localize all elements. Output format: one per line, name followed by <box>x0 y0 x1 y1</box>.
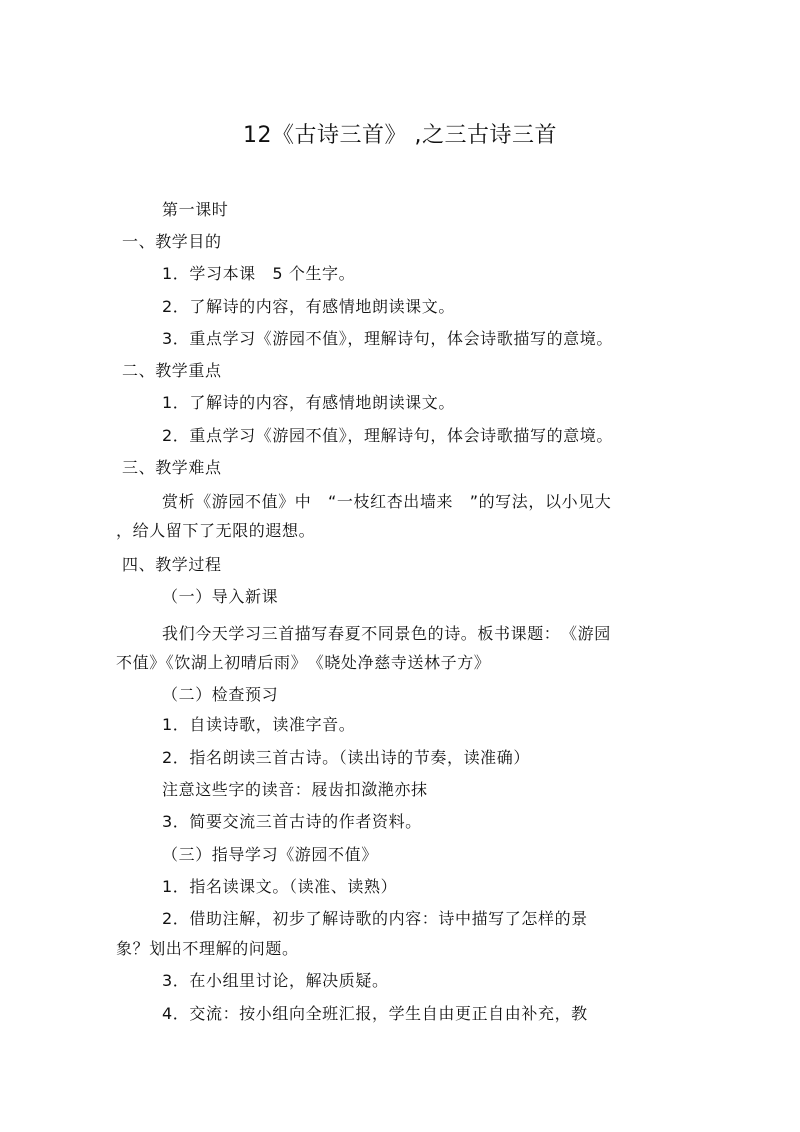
preview-item-1: 1．自读诗歌，读准字音。 <box>162 715 356 734</box>
objective-item-2: 2．了解诗的内容，有感情地朗读课文。 <box>162 297 455 316</box>
section-heading-process: 四、教学过程 <box>122 555 222 574</box>
document-title: 12《古诗三首》 ,之三古诗三首 <box>243 123 557 148</box>
study-item-1: 1．指名读课文。（读准、读熟） <box>162 877 398 896</box>
intro-text-line-1: 我们今天学习三首描写春夏不同景色的诗。板书课题： 《游园 <box>162 624 611 643</box>
subsection-heading-guided-study: （三）指导学习《游园不值》 <box>162 845 378 864</box>
preview-item-2: 2．指名朗读三首古诗。（读出诗的节奏，读准确） <box>162 748 530 767</box>
objective-item-1: 1．学习本课 5 个生字。 <box>162 264 356 283</box>
preview-item-3: 3．简要交流三首古诗的作者资料。 <box>162 812 422 831</box>
section-heading-objectives: 一、教学目的 <box>122 232 222 251</box>
difficulty-text-line-1: 赏析《游园不值》中 “一枝红杏出墙来 ”的写法，以小见大 <box>162 492 612 511</box>
subsection-heading-preview: （二）检查预习 <box>162 685 279 704</box>
study-item-4: 4．交流：按小组向全班汇报，学生自由更正自由补充，教 <box>162 1004 588 1023</box>
study-item-2-line-1: 2．借助注解，初步了解诗歌的内容：诗中描写了怎样的景 <box>162 909 588 928</box>
study-item-3: 3．在小组里讨论，解决质疑。 <box>162 971 389 990</box>
difficulty-text-line-2: ，给人留下了无限的遐想。 <box>116 521 316 540</box>
objective-item-3: 3．重点学习《游园不值》，理解诗句，体会诗歌描写的意境。 <box>162 329 613 348</box>
subsection-heading-intro: （一）导入新课 <box>162 587 279 606</box>
key-point-item-1: 1．了解诗的内容，有感情地朗读课文。 <box>162 393 455 412</box>
intro-text-line-2: 不值》《饮湖上初晴后雨》 《晓处净慈寺送林子方》 <box>116 653 491 672</box>
study-item-2-line-2: 象？划出不理解的问题。 <box>116 939 299 958</box>
section-heading-difficulties: 三、教学难点 <box>122 458 222 477</box>
key-point-item-2: 2．重点学习《游园不值》，理解诗句，体会诗歌描写的意境。 <box>162 426 613 445</box>
lesson-period: 第一课时 <box>162 200 229 219</box>
section-heading-key-points: 二、教学重点 <box>122 361 222 380</box>
pronunciation-note: 注意这些字的读音：屐齿扣潋滟亦抹 <box>162 780 428 799</box>
